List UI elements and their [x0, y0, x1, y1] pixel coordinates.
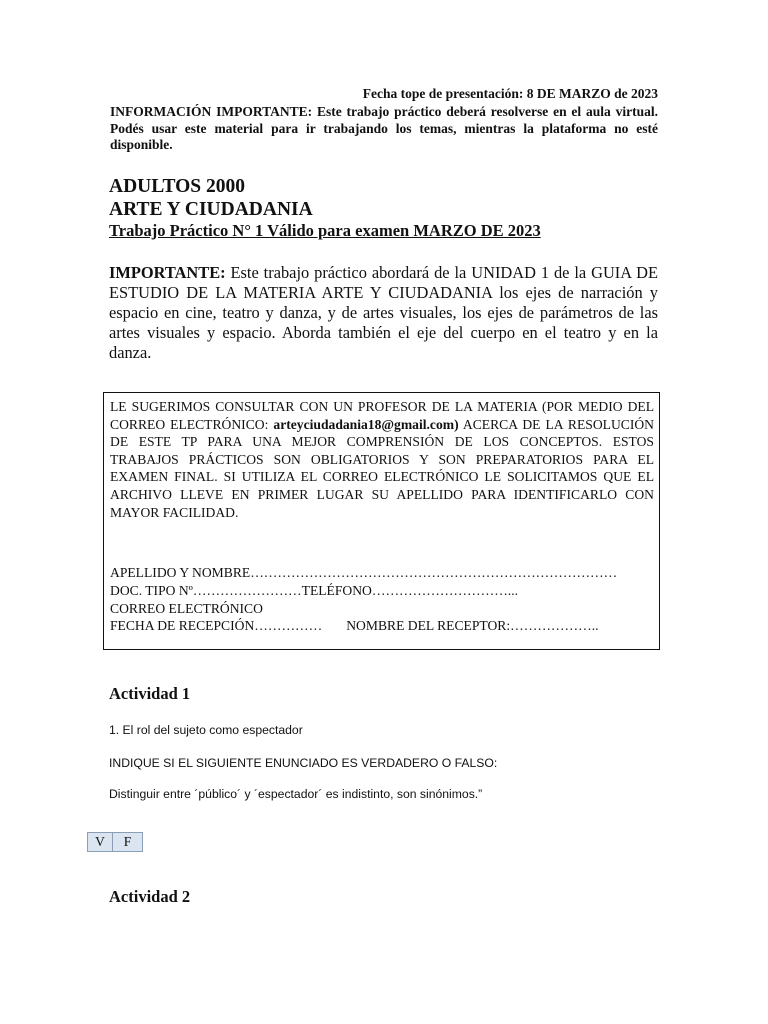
box-text-before: LE SUGERIMOS CONSULTAR CON UN PROFESOR DE LA MATERIA (POR MEDIO DEL CORREO ELECTRÓNICO: — [110, 399, 654, 432]
contact-email-link[interactable]: arteyciudadania18@gmail.com) — [273, 416, 459, 432]
intro-lead: IMPORTANTE: — [109, 263, 226, 282]
reception-row — [110, 618, 599, 634]
activity-2-title: Actividad 2 — [109, 887, 191, 906]
assignment-title: Trabajo Práctico N° 1 Válido para examen MARZO DE 2023 — [109, 221, 541, 240]
email-field[interactable]: CORREO ELECTRÓNICO — [110, 601, 263, 616]
true-false-selector — [87, 832, 143, 852]
activity-1-title: Actividad 1 — [109, 684, 191, 703]
activity-1-instruction: INDIQUE SI EL SIGUIENTE ENUNCIADO ES VERDADERO O FALSO: — [109, 756, 498, 770]
deadline-text: Fecha tope de presentación: 8 DE MARZO de 2023 — [362, 86, 658, 101]
contact-form-box — [103, 392, 660, 650]
name-field[interactable]: APELLIDO Y NOMBRE……………………………………………………………………… — [110, 565, 618, 580]
false-option[interactable]: F — [112, 833, 142, 851]
subject-title: ARTE Y CIUDADANIA — [109, 199, 313, 220]
intro-body: Este trabajo práctico abordará de la UNIDAD 1 de la GUIA DE ESTUDIO DE LA MATERIA ARTE Y CIUDADANIA los ejes de narración y espacio en cine, teatro y danza, y de artes visuales, los ejes de parámetros de las artes visuales y espacio. Aborda también el eje del cuerpo en el teatro y en la danza. — [109, 263, 658, 362]
reception-date-field[interactable]: FECHA DE RECEPCIÓN…………… — [110, 618, 323, 633]
activity-1-question: 1. El rol del sujeto como espectador — [109, 723, 303, 737]
activity-1-statement: Distinguir entre ´público´ y ´espectador´ es indistinto, son sinónimos.” — [109, 787, 483, 801]
true-option[interactable]: V — [95, 834, 105, 849]
receiver-name-field[interactable]: NOMBRE DEL RECEPTOR:……………….. — [346, 618, 599, 633]
intro-paragraph — [109, 263, 658, 363]
program-title: ADULTOS 2000 — [109, 176, 246, 197]
box-text-after: ACERCA DE LA RESOLUCIÓN DE ESTE TP PARA UNA MEJOR COMPRENSIÓN DE LOS CONCEPTOS. ESTOS TRABAJOS PRÁCTICOS SON OBLIGATORIOS Y SON PREPARATORIOS PARA EL EXAMEN FINAL. SI UTILIZA EL CORREO ELECTRÓNICO LE SOLICITAMOS QUE EL ARCHIVO LLEVE EN PRIMER LUGAR SU APELLIDO PARA IDENTIFICARLO CON MAYOR FACILIDAD. — [110, 416, 655, 520]
important-info-paragraph: INFORMACIÓN IMPORTANTE: Este trabajo práctico deberá resolverse en el aula virtual. Podés usar este material para ir trabajando los temas, mientras la plataforma no esté disponible. — [110, 104, 658, 152]
document-phone-field[interactable]: DOC. TIPO Nº……………………TELÉFONO…………………………... — [110, 583, 518, 598]
box-notice-text — [110, 398, 654, 521]
